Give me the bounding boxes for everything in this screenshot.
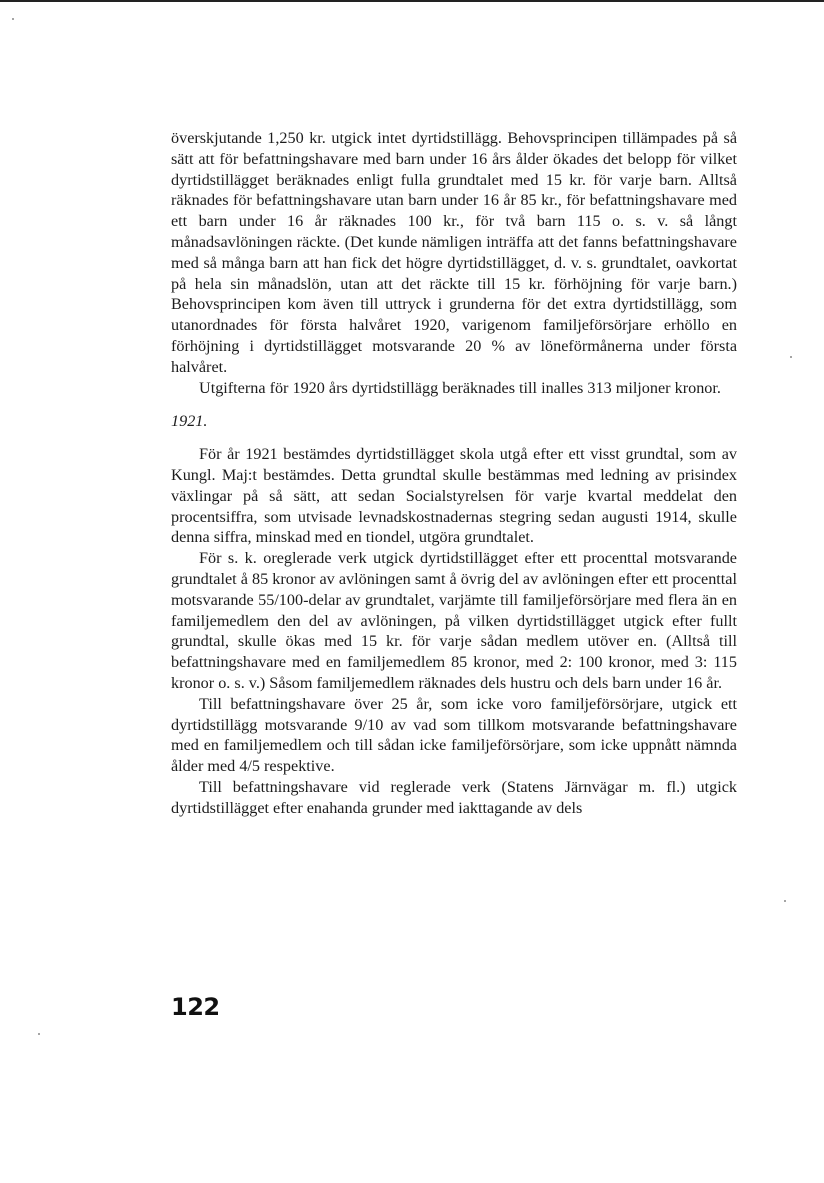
paragraph-oreglerade-verk: För s. k. oreglerade verk utgick dyrtidstillägget efter ett procenttal motsvarande grundtalet å 85 kronor av avlöningen samt å övrig del av avlöningen efter ett procenttal motsvarande 55/100-delar av grundtalet, varjämte till familjeförsörjare med flera än en familjemedlem den del av avlöningen, på vilken dyrtidstillägget utgick efter fullt grundtal, skulle ökas med 15 kr. för varje sådan medlem utöver en. (Alltså till befattningshavare med en familjemedlem 85 kronor, med 2: 100 kronor, med 3: 115 kronor o. s. v.) Såsom familjemedlem räknades dels hustru och dels barn under 16 år. <box>171 549 737 692</box>
paragraph-continuation: överskjutande 1,250 kr. utgick intet dyrtidstillägg. Behovsprincipen tillämpades på så sätt att för befattningshavare med barn under 16 års ålder ökades det belopp för vilket dyrtidstillägget beräknades enligt fulla grundtalet med 15 kr. för varje barn. Alltså räknades för befattningshavare utan barn under 16 år 85 kr., för befattningshavare med ett barn under 16 år räknades 100 kr., för två barn 115 o. s. v. så långt månadsavlöningen räckte. (Det kunde nämligen inträffa att det fanns befattningshavare med så många barn att han fick det högre dyrtidstillägget, d. v. s. grundtalet, oavkortat på hela sin månadslön, utan att det räckte till 15 kr. förhöjning för varje barn.) Behovsprincipen kom även till uttryck i grunderna för det extra dyrtidstillägg, som utanordnades för första halvåret 1920, varigenom familjeförsörjare erhöllo en förhöjning i dyrtidstillägget motsvarande 20 % av löneförmånerna under första halvåret. <box>171 129 737 376</box>
paragraph-over-25: Till befattningshavare över 25 år, som icke voro familjeförsörjare, utgick ett dyrtidstillägg motsvarande 9/10 av vad som tillkom motsvarande befattningshavare med en familjemedlem och till sådan icke familjeförsörjare, som icke uppnått nämnda ålder med 4/5 respektive. <box>171 694 737 776</box>
paragraph-grundtal: För år 1921 bestämdes dyrtidstillägget skola utgå efter ett visst grundtal, som av Kungl. Maj:t bestämdes. Detta grundtal skulle bestämmas med ledning av prisindex växlingar på så sätt, att sedan Socialstyrelsen för varje kvartal meddelat den procentsiffra, som utvisade levnadskostnadernas stegring sedan augusti 1914, skulle denna siffra, minskad med en tiondel, utgöra grundtalet. <box>171 445 737 547</box>
body-text <box>171 128 737 819</box>
section-heading-1921: 1921. <box>171 412 208 431</box>
scan-speck <box>38 1033 40 1035</box>
scan-speck <box>12 18 14 20</box>
top-edge-rule <box>0 0 824 2</box>
paragraph-expenses-1920: Utgifterna för 1920 års dyrtidstillägg beräknades till inalles 313 miljoner kronor. <box>199 378 721 397</box>
page-number: 122 <box>171 993 220 1021</box>
paragraph-reglerade-verk: Till befattningshavare vid reglerade verk (Statens Järnvägar m. fl.) utgick dyrtidstillägget efter enahanda grunder med iakttagande av dels <box>171 777 737 817</box>
scan-speck <box>784 900 786 902</box>
scan-speck <box>790 356 792 358</box>
